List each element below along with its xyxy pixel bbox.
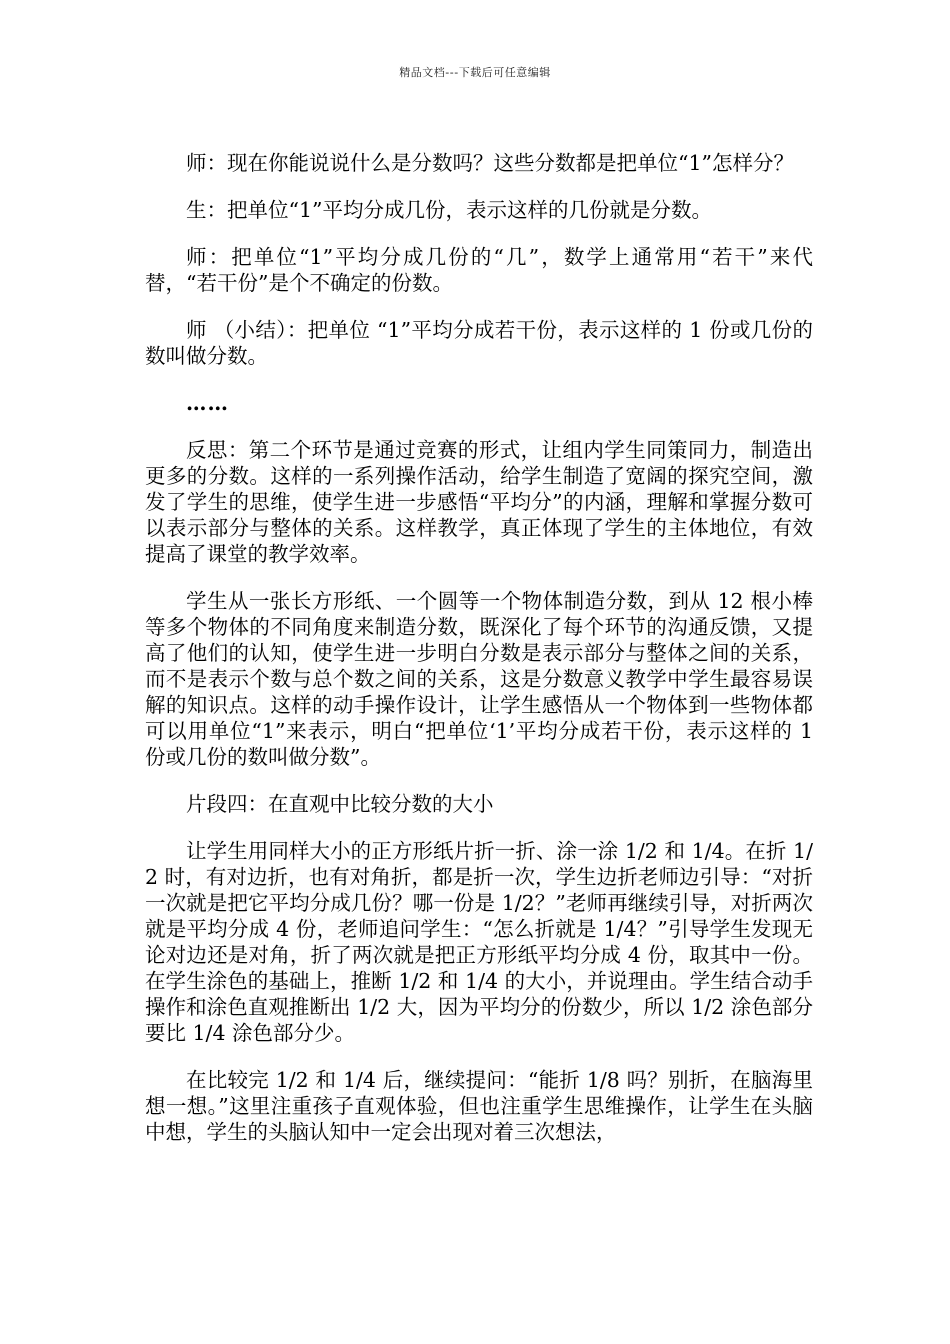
paragraph-student-answer: 生：把单位“1”平均分成几份，表示这样的几份就是分数。 [186, 198, 713, 222]
paragraph-comparison-followup: 在比较完 1/2 和 1/4 后，继续提问：“能折 1/8 吗？别折，在脑海里想一想。”这里注重孩子直观体验，但也注重学生思维操作，让学生在头脑中想，学生的头脑认知中一定会出现对着三次想法， [145, 1068, 813, 1144]
paragraph-teacher-explain: 师：把单位“1”平均分成几份的“几”，数学上通常用“若干”来代替，“若干份”是个不确定的份数。 [145, 245, 813, 295]
paragraph-teacher-summary: 师 （小结）：把单位 “1”平均分成若干份，表示这样的 1 份或几份的数叫做分数。 [145, 318, 813, 368]
paragraph-ellipsis: …… [186, 391, 229, 415]
section-heading-fragment-four: 片段四：在直观中比较分数的大小 [186, 792, 494, 816]
document-body [145, 150, 813, 1166]
paragraph-student-activity: 学生从一张长方形纸、一个圆等一个物体制造分数，到从 12 根小棒等多个物体的不同角度来制造分数，既深化了每个环节的沟通反馈，又提高了他们的认知，使学生进一步明白分数是表示部分与整体之间的关系，而不是表示个数与总个数之间的关系，这是分数意义教学中学生最容易误解的知识点。这样的动手操作设计，让学生感悟从一个物体到一些物体都可以用单位“1”来表示，明白“把单位‘1’平均分成若干份，表示这样的 1 份或几份的数叫做分数”。 [145, 589, 813, 769]
paragraph-folding-activity: 让学生用同样大小的正方形纸片折一折、涂一涂 1/2 和 1/4。在折 1/2 时，有对边折，也有对角折，都是折一次，学生边折老师边引导：“对折一次就是把它平均分成几份？哪一份是 1/2？”老师再继续引导，对折两次就是平均分成 4 份，老师追问学生：“怎么折就是 1/4？”引导学生发现无论对边还是对角，折了两次就是把正方形纸平均分成 4 份，取其中一份。在学生涂色的基础上，推断 1/2 和 1/4 的大小，并说理由。学生结合动手操作和涂色直观推断出 1/2 大，因为平均分的份数少，所以 1/2 涂色部分要比 1/4 涂色部分少。 [145, 839, 813, 1045]
paragraph-teacher-question: 师：现在你能说说什么是分数吗？这些分数都是把单位“1”怎样分？ [186, 151, 795, 175]
page-header: 精品文档---下载后可任意编辑 [399, 66, 551, 79]
paragraph-reflection: 反思：第二个环节是通过竞赛的形式，让组内学生同策同力，制造出更多的分数。这样的一系列操作活动，给学生制造了宽阔的探究空间，激发了学生的思维，使学生进一步感悟“平均分”的内涵，理解和掌握分数可以表示部分与整体的关系。这样教学，真正体现了学生的主体地位，有效提高了课堂的教学效率。 [145, 438, 813, 566]
